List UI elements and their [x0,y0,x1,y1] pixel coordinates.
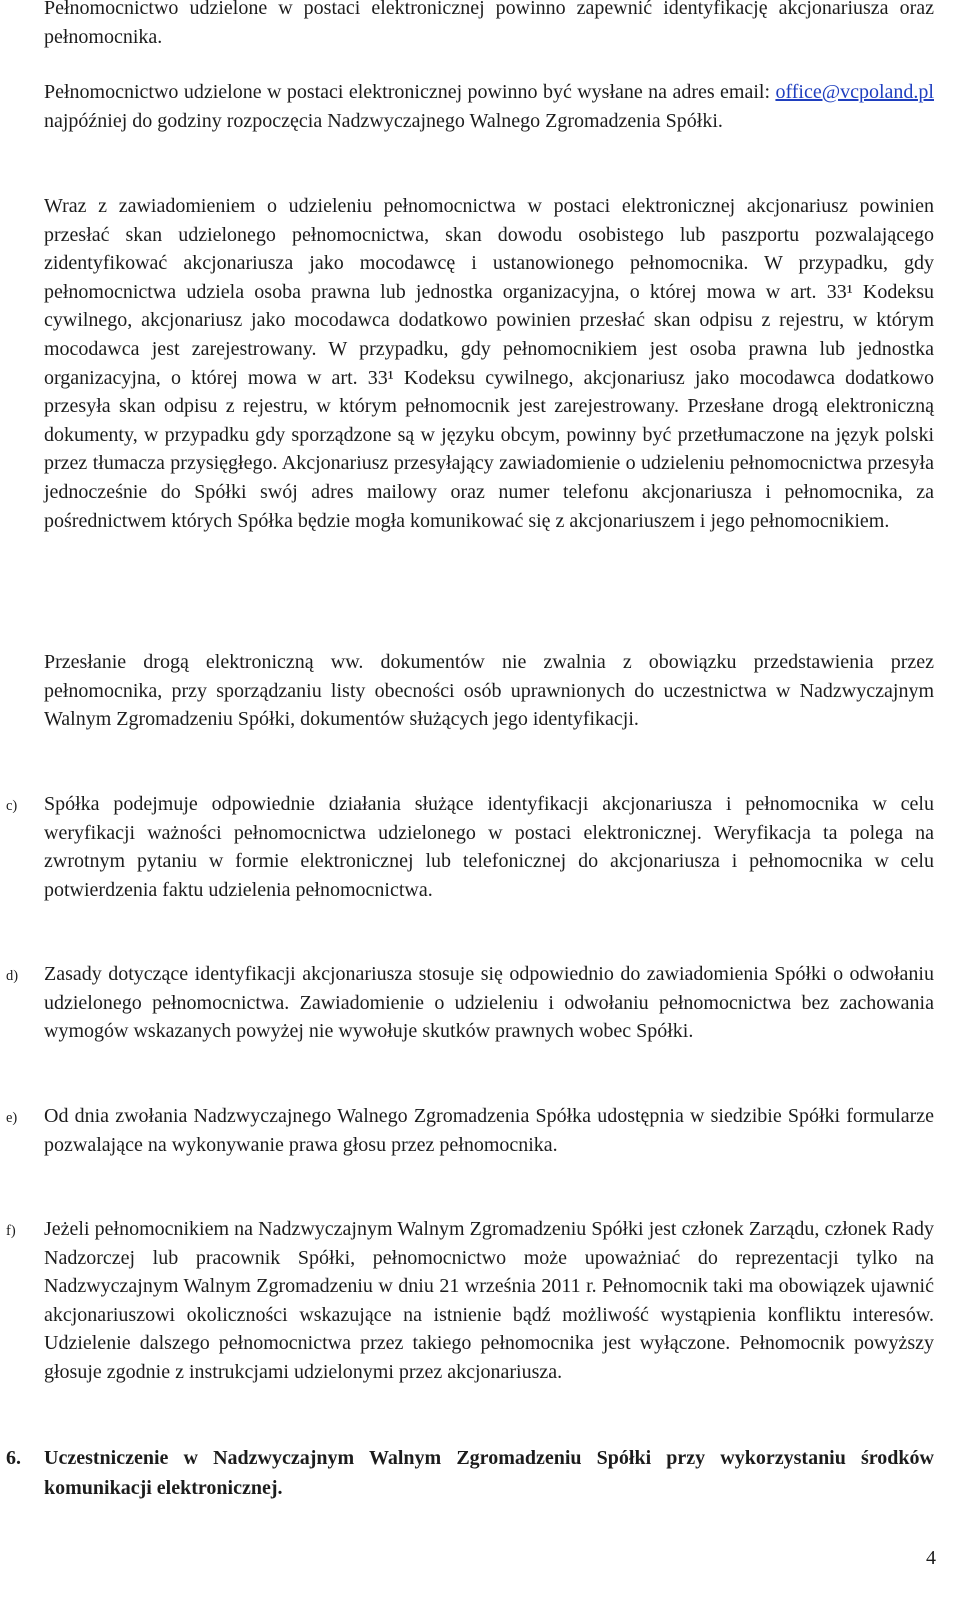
paragraph-email-submission [44,78,934,135]
paragraph-required-scans-text: Wraz z zawiadomieniem o udzieleniu pełnomocnictwa w postaci elektronicznej akcjonariusz powinien przesłać skan udzielonego pełnomocnictwa, skan dowodu osobistego lub paszportu pozwalającego zidentyfikować akcjonariusza jako mocodawcę i ustanowionego pełnomocnika. W przypadku, gdy pełnomocnictwa udziela osoba prawna lub jednostka organizacyjna, o której mowa w art. 33¹ Kodeksu cywilnego, akcjonariusz jako mocodawca dodatkowo powinien przesłać skan odpisu z rejestru, w którym mocodawca jest zarejestrowany. W przypadku, gdy pełnomocnikiem jest osoba prawna lub jednostka organizacyjna, o której mowa w art. 33¹ Kodeksu cywilnego, akcjonariusz jako mocodawca dodatkowo przesyła skan odpisu z rejestru, w którym pełnomocnik jest zarejestrowany. Przesłane drogą elektroniczną dokumenty, w przypadku gdy sporządzone są w języku obcym, powinny być przetłumaczone na język polski przez tłumacza przysięgłego. Akcjonariusz przesyłający zawiadomienie o udzieleniu pełnomocnictwa przesyła jednocześnie do Spółki swój adres mailowy oraz numer telefonu akcjonariusza i pełnomocnika, za pośrednictwem których Spółka będzie mogła komunikować się z akcjonariuszem i jego pełnomocnikiem. [44,195,934,532]
paragraph-identification-text: Pełnomocnictwo udzielone w postaci elektronicznej powinno zapewnić identyfikację akcjonariusza oraz pełnomocnika. [44,0,934,48]
section-number: 6. [6,1447,21,1469]
list-item-text: Spółka podejmuje odpowiednie działania służące identyfikacji akcjonariusza i pełnomocnika w celu weryfikacji ważności pełnomocnictwa udzielonego w postaci elektronicznej. Weryfikacja ta polega na zwrotnym pytaniu w formie elektronicznej lub telefonicznej do akcjonariusza i pełnomocnika w celu potwierdzenia faktu udzielenia pełnomocnictwa. [44,793,934,901]
list-item-letter: e) [6,1110,18,1126]
paragraph-identification [44,0,934,51]
list-item-e [44,1102,934,1159]
list-item-letter: f) [6,1223,16,1239]
list-item-text: Od dnia zwołania Nadzwyczajnego Walnego Zgromadzenia Spółka udostępnia w siedzibie Spółki formularze pozwalające na wykonywanie prawa głosu przez pełnomocnika. [44,1105,934,1156]
page-number: 4 [926,1547,936,1569]
list-item-c [44,790,934,904]
section-heading-text: Uczestniczenie w Nadzwyczajnym Walnym Zgromadzeniu Spółki przy wykorzystaniu środków komunikacji elektronicznej. [44,1447,934,1499]
list-item-letter: c) [6,798,18,814]
email-deadline-text: najpóźniej do godziny rozpoczęcia Nadzwyczajnego Walnego Zgromadzenia Spółki. [44,109,723,132]
list-item-f [44,1215,934,1387]
list-item-letter: d) [6,968,19,984]
paragraph-presentation-obligation-text: Przesłanie drogą elektroniczną ww. dokumentów nie zwalnia z obowiązku przedstawienia przez pełnomocnika, przy sporządzaniu listy obecności osób uprawnionych do uczestnictwa w Nadzwyczajnym Walnym Zgromadzeniu Spółki, dokumentów służących jego identyfikacji. [44,651,934,731]
paragraph-required-scans [44,192,934,535]
paragraph-presentation-obligation [44,648,934,734]
section-heading [44,1443,934,1503]
list-item-text: Zasady dotyczące identyfikacji akcjonariusza stosuje się odpowiednio do zawiadomienia Spółki o odwołaniu udzielonego pełnomocnictwa. Zawiadomienie o udzieleniu i odwołaniu pełnomocnictwa bez zachowania wymogów wskazanych powyżej nie wywołuje skutków prawnych wobec Spółki. [44,963,934,1043]
list-item-text: Jeżeli pełnomocnikiem na Nadzwyczajnym Walnym Zgromadzeniu Spółki jest członek Zarządu, członek Rady Nadzorczej lub pracownik Spółki, pełnomocnictwo może upoważniać do reprezentacji tylko na Nadzwyczajnym Walnym Zgromadzeniu w dniu 21 września 2011 r. Pełnomocnik taki ma obowiązek ujawnić akcjonariuszowi okoliczności wskazujące na istnienie bądź możliwość wystąpienia konfliktu interesów. Udzielenie dalszego pełnomocnictwa przez takiego pełnomocnika jest wyłączone. Pełnomocnik powyższy głosuje zgodnie z instrukcjami udzielonymi przez akcjonariusza. [44,1218,934,1383]
list-item-d [44,960,934,1046]
email-intro-text: Pełnomocnictwo udzielone w postaci elektronicznej powinno być wysłane na adres email: [44,81,776,103]
email-link[interactable]: office@vcpoland.pl [775,81,934,103]
